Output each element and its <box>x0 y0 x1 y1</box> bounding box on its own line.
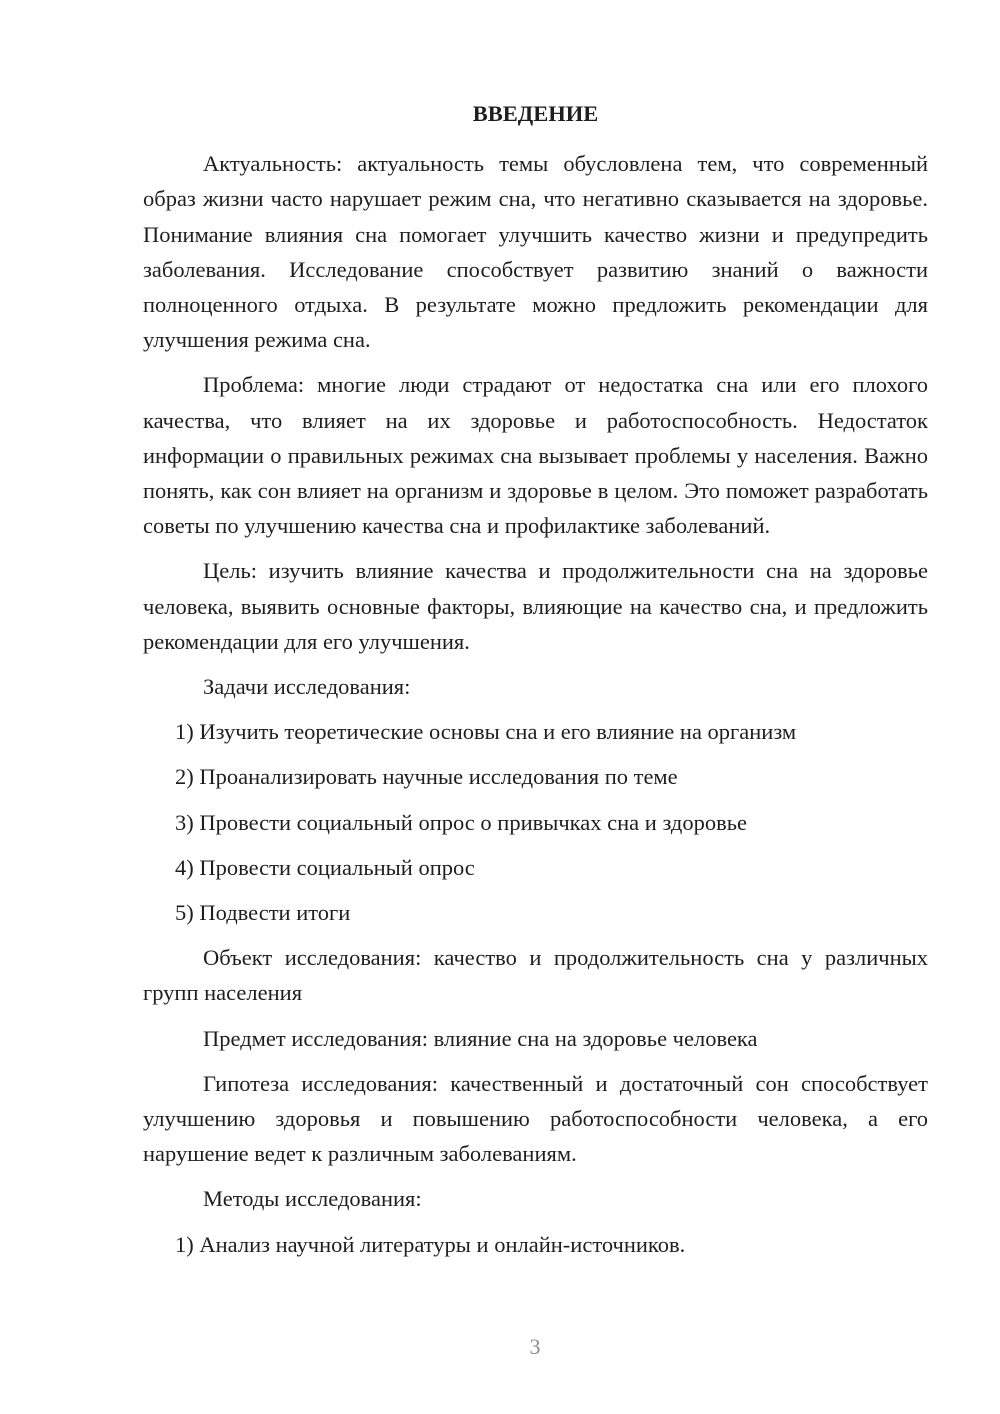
document-body <box>143 96 928 1272</box>
task-item-4: 4) Провести социальный опрос <box>175 854 475 880</box>
task-item-5: 5) Подвести итоги <box>175 900 351 926</box>
subject-paragraph: Предмет исследования: влияние сна на здоровье человека <box>203 1025 758 1051</box>
page-number: 3 <box>529 1334 541 1359</box>
method-item-1: 1) Анализ научной литературы и онлайн-источников. <box>175 1231 686 1257</box>
section-title: ВВЕДЕНИЕ <box>472 101 599 126</box>
task-item-2: 2) Проанализировать научные исследования по теме <box>175 764 678 790</box>
tasks-heading: Задачи исследования: <box>203 674 411 700</box>
object-paragraph: Объект исследования: качество и продолжительность сна у различных групп населения <box>143 945 928 1006</box>
goal-paragraph: Цель: изучить влияние качества и продолжительности сна на здоровье человека, выявить основные факторы, влияющие на качество сна, и предложить рекомендации для его улучшения. <box>143 558 928 654</box>
relevance-paragraph: Актуальность: актуальность темы обусловлена тем, что современный образ жизни часто нарушает режим сна, что негативно сказывается на здоровье. Понимание влияния сна помогает улучшить качество жизни и предупредить заболевания. Исследование способствует развитию знаний о важности полноценного отдыха. В результате можно предложить рекомендации для улучшения режима сна. <box>143 151 928 353</box>
hypothesis-paragraph: Гипотеза исследования: качественный и достаточный сон способствует улучшению здоровья и повышению работоспособности человека, а его нарушение ведет к различным заболеваниям. <box>143 1070 928 1167</box>
task-item-1: 1) Изучить теоретические основы сна и его влияние на организм <box>175 719 797 745</box>
methods-heading: Методы исследования: <box>203 1186 422 1212</box>
problem-paragraph: Проблема: многие люди страдают от недостатка сна или его плохого качества, что влияет на их здоровье и работоспособность. Недостаток информации о правильных режимах сна вызывает проблемы у населения. Важно понять, как сон влияет на организм и здоровье в целом. Это поможет разработать советы по улучшению качества сна и профилактике заболеваний. <box>143 372 928 539</box>
task-item-3: 3) Провести социальный опрос о привычках сна и здоровье <box>175 809 747 835</box>
